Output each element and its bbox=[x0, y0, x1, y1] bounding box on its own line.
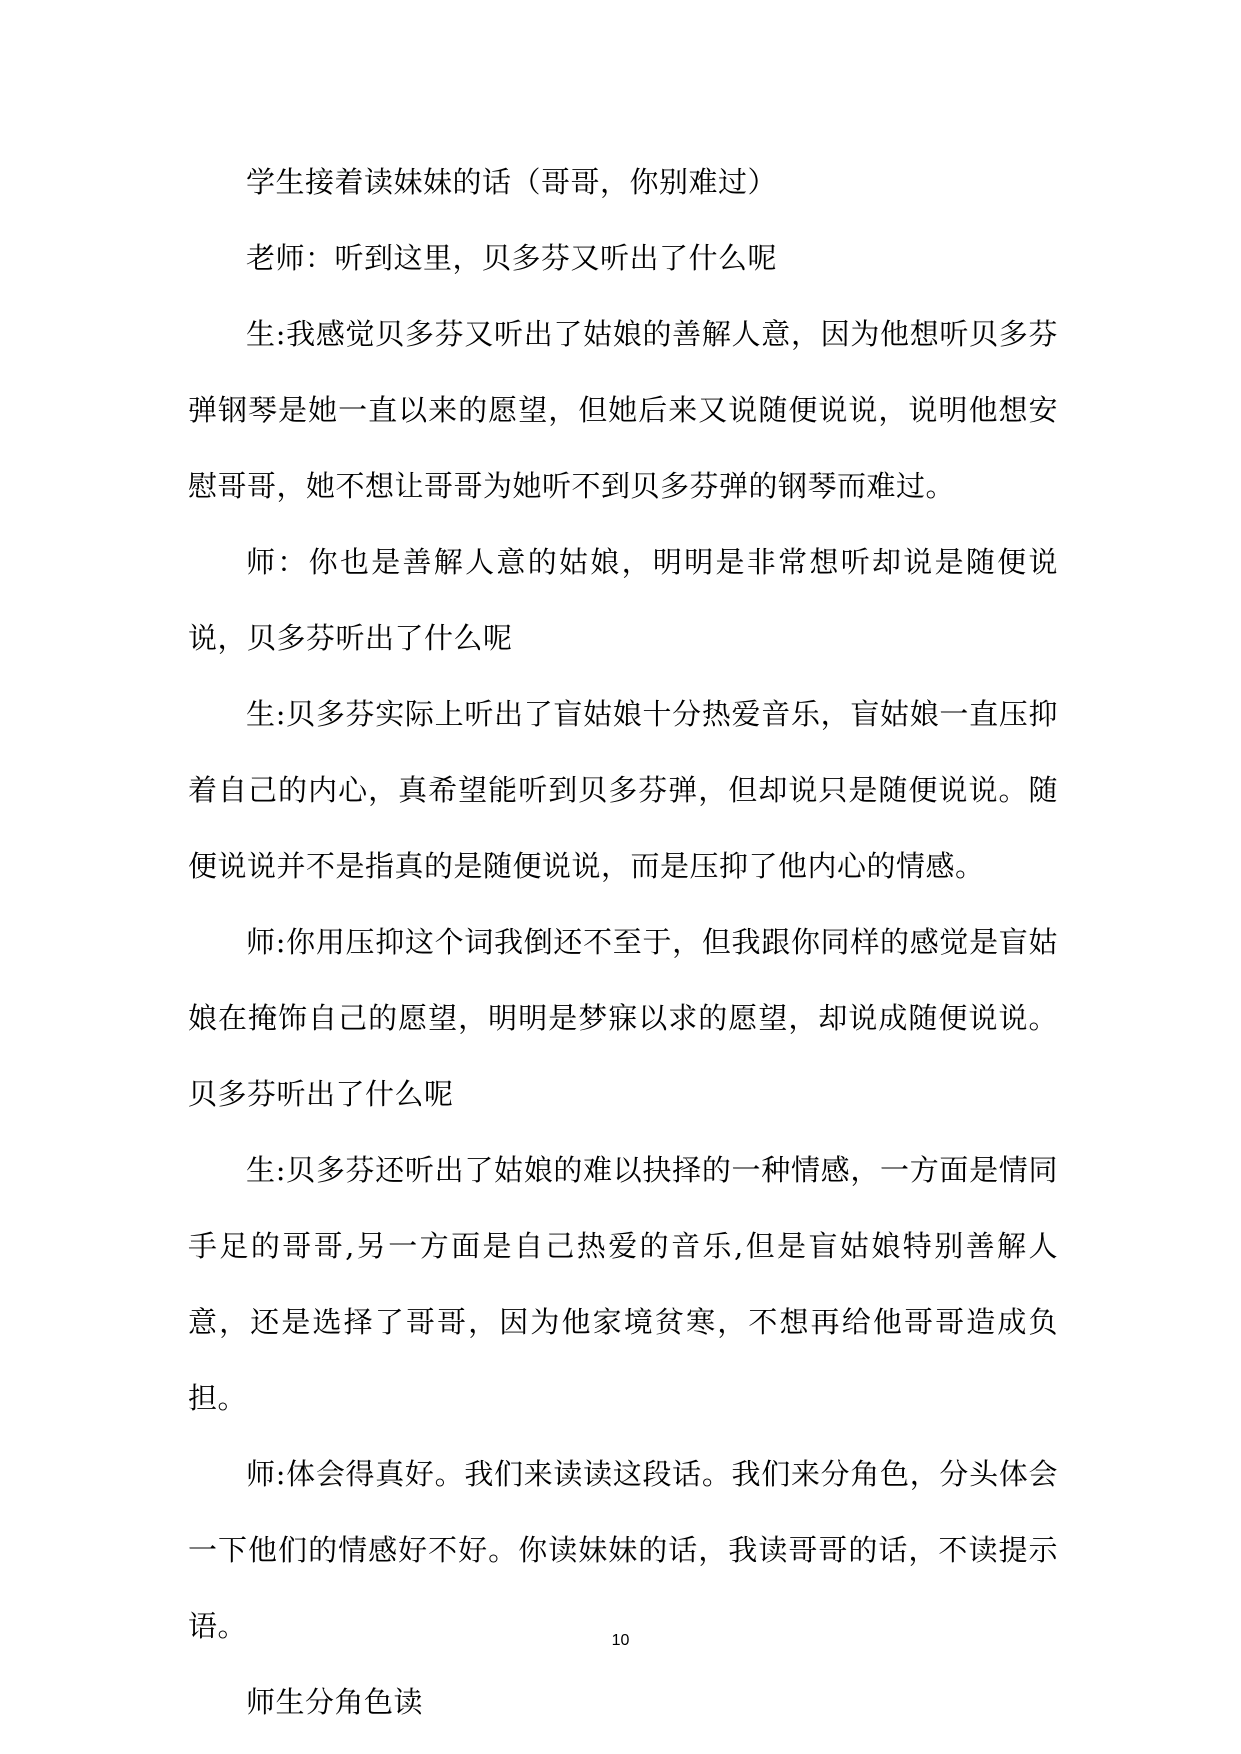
paragraph: 学生接着读妹妹的话（哥哥，你别难过） bbox=[246, 165, 778, 199]
paragraph: 师：你也是善解人意的姑娘，明明是非常想听却说是随便说说，贝多芬听出了什么呢 bbox=[188, 545, 1058, 655]
paragraph: 师:你用压抑这个词我倒还不至于，但我跟你同样的感觉是盲姑娘在掩饰自己的愿望，明明是梦寐以求的愿望，却说成随便说说。贝多芬听出了什么呢 bbox=[188, 925, 1058, 1111]
page-number: 10 bbox=[611, 1632, 630, 1649]
paragraph: 生:贝多芬还听出了姑娘的难以抉择的一种情感，一方面是情同手足的哥哥,另一方面是自己热爱的音乐,但是盲姑娘特别善解人意，还是选择了哥哥，因为他家境贫寒，不想再给他哥哥造成负担。 bbox=[188, 1153, 1058, 1415]
paragraph: 生:贝多芬实际上听出了盲姑娘十分热爱音乐，盲姑娘一直压抑着自己的内心，真希望能听到贝多芬弹，但却说只是随便说说。随便说说并不是指真的是随便说说，而是压抑了他内心的情感。 bbox=[188, 697, 1058, 883]
page-body bbox=[188, 144, 1058, 1740]
paragraph: 师生分角色读 bbox=[246, 1685, 424, 1719]
paragraph: 老师：听到这里，贝多芬又听出了什么呢 bbox=[246, 241, 778, 275]
paragraph: 师:体会得真好。我们来读读这段话。我们来分角色，分头体会一下他们的情感好不好。你读妹妹的话，我读哥哥的话，不读提示语。 bbox=[188, 1457, 1058, 1643]
paragraph: 生:我感觉贝多芬又听出了姑娘的善解人意，因为他想听贝多芬弹钢琴是她一直以来的愿望，但她后来又说随便说说，说明他想安慰哥哥，她不想让哥哥为她听不到贝多芬弹的钢琴而难过。 bbox=[188, 317, 1058, 503]
